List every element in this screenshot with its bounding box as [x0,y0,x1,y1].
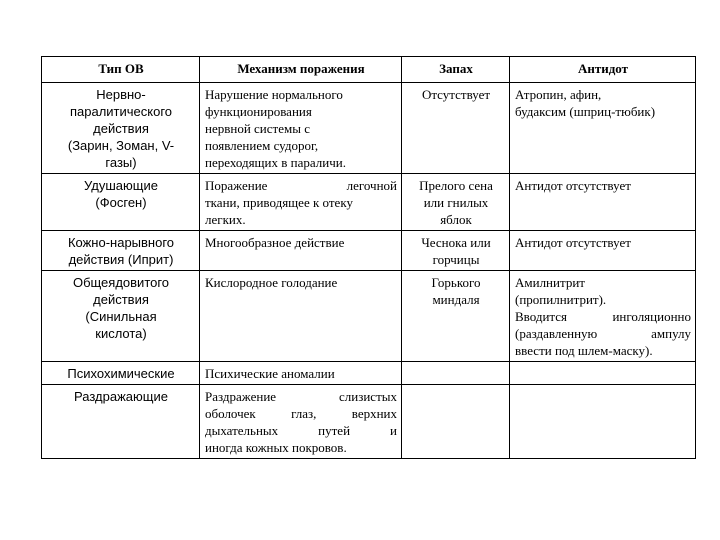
cell-mechanism: Поражение легочной ткани, приводящее к отеку легких. [200,174,402,231]
table-row [42,231,696,271]
table-row [42,174,696,231]
cell-mechanism: Многообразное действие [200,231,402,271]
cell-mechanism: Раздражение слизистых оболочек глаз, верхних дыхательных путей и иногда кожных покровов. [200,385,402,459]
cell-type: Психохимические [42,362,200,385]
cell-smell [402,385,510,459]
cell-smell: Отсутствует [402,83,510,174]
header-row [42,57,696,83]
cell-mechanism: Кислородное голодание [200,271,402,362]
header-smell: Запах [402,57,510,83]
table-row [42,362,696,385]
table-row [42,83,696,174]
cell-smell [402,362,510,385]
cell-type: Удушающие (Фосген) [42,174,200,231]
header-type: Тип ОВ [42,57,200,83]
cell-smell: Чеснока или горчицы [402,231,510,271]
cell-mechanism: Психические аномалии [200,362,402,385]
cell-antidote: Атропин, афин, будаксим (шприц-тюбик) [510,83,696,174]
cell-antidote: Антидот отсутствует [510,231,696,271]
header-mechanism: Механизм поражения [200,57,402,83]
cell-smell: Горького миндаля [402,271,510,362]
cell-antidote [510,362,696,385]
ov-table [41,56,696,459]
cell-antidote [510,385,696,459]
cell-antidote: Антидот отсутствует [510,174,696,231]
table-row [42,385,696,459]
cell-type: Раздражающие [42,385,200,459]
table-row [42,271,696,362]
header-antidote: Антидот [510,57,696,83]
cell-type: Нервно- паралитического действия (Зарин, Зоман, V- газы) [42,83,200,174]
cell-smell: Прелого сена или гнилых яблок [402,174,510,231]
cell-type: Общеядовитого действия (Синильная кислота) [42,271,200,362]
cell-antidote: Амилнитрит (пропилнитрит). Вводится инголяционно (раздавленную ампулу ввести под шлем-маску). [510,271,696,362]
cell-type: Кожно-нарывного действия (Иприт) [42,231,200,271]
cell-mechanism: Нарушение нормального функционирования нервной системы с появлением судорог, переходящих в параличи. [200,83,402,174]
